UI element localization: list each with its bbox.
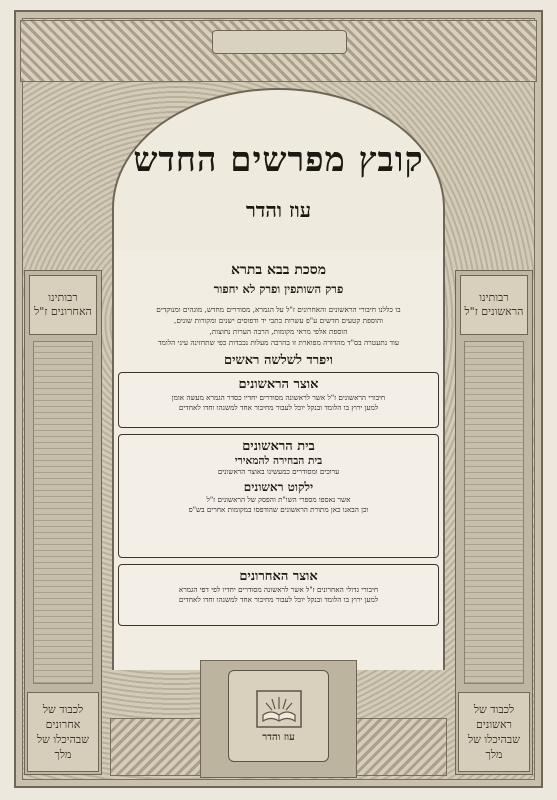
description-line: עוד נתעטרה בס"ד מהדורה מפוארת זו בהרבה מעלות נכבדות כפי שתחזינה עיני הלומד <box>158 338 399 347</box>
seal-text: עוז והדר <box>262 732 295 743</box>
description-line: והוספת קטעים חדשים ע"פ עשרות כתבי יד ודפוסים ישנים ומקורות שונים, <box>174 316 383 325</box>
divided-heading: ויפרד לשלשה ראשים <box>223 353 333 368</box>
right-pillar-foot <box>458 692 530 772</box>
section-subheading: ילקוט ראשונים <box>243 480 314 494</box>
section-line: אשר נאספו מספרי השו"ת והפסק של הראשונים ז"ל <box>206 495 351 504</box>
left-pillar-cap-text: רבותינו האחרונים ז"ל <box>34 291 92 318</box>
right-pillar-cap <box>460 275 528 335</box>
section-heading: אוצר האחרונים <box>239 569 318 584</box>
right-pillar-foot-text: לכבוד של ראשונים שבהיכלו של מלך <box>467 703 521 761</box>
section-heading: בית הראשונים <box>242 439 315 454</box>
description-line: בו כללנו חיבורי הראשונים והאחרונים ז"ל על הגמרא, מסודרים מחדש, מוגהים ומנוקדים <box>156 305 401 314</box>
left-pillar-foot-text: לכבוד של אחרונים שבהיכלו של מלך <box>36 703 90 761</box>
section-line: חיבורי גדולי האחרונים ז"ל אשר לראשונה מסודרים יחדיו לפי דפי הגמרא <box>178 585 379 594</box>
right-pillar <box>455 270 533 775</box>
tractate-name: מסכת בבא בתרא <box>230 262 327 278</box>
left-pillar-cap <box>29 275 97 335</box>
publisher-name: עוז והדר <box>245 198 312 222</box>
section-box-otzar-acharonim <box>118 564 439 626</box>
section-box-beit-rishonim <box>118 434 439 558</box>
section-subheading: בית הבחירה להמאירי <box>234 455 323 467</box>
open-book-icon <box>255 689 303 729</box>
section-line: למען ירוץ בו הלומד ובנקל יוכל לעבור מחיבור אחד למשנהו וחדו לאחדים <box>178 595 379 604</box>
section-line: וכן הבאנו כאן מתורת הראשונים שהודפסו במקומות אחרים בש"ס <box>188 505 369 514</box>
right-pillar-cap-text: רבותינו הראשונים ז"ל <box>464 291 524 318</box>
left-pillar-foot <box>27 692 99 772</box>
description-line: הוספת אלפי מראי מקומות, הרבה הערות נחוצות, <box>209 327 348 336</box>
description-block <box>118 304 439 348</box>
chapters-line: פרק השותפין ופרק לא יחפור <box>213 282 344 296</box>
top-cartouche <box>212 30 347 54</box>
section-line: למען ירוץ בו הלומד ובנקל יוכל לעבור מחיבור אחד למשנהו וחדו לאחדים <box>178 403 379 412</box>
section-box-otzar-rishonim <box>118 372 439 428</box>
section-heading: אוצר הראשונים <box>238 377 319 392</box>
right-pillar-texture <box>464 341 524 684</box>
book-title: קובץ מפרשים החדש <box>133 140 424 180</box>
publisher-seal <box>228 670 329 762</box>
left-pillar-texture <box>33 341 93 684</box>
left-pillar <box>24 270 102 775</box>
section-line: חיבורי הראשונים ז"ל אשר לראשונה מסודרים יחדיו כסדר הגמרא מעשה אומן <box>171 393 386 402</box>
section-line: ערוכים ומסודרים כמעשינו באוצר הראשונים <box>217 467 340 476</box>
